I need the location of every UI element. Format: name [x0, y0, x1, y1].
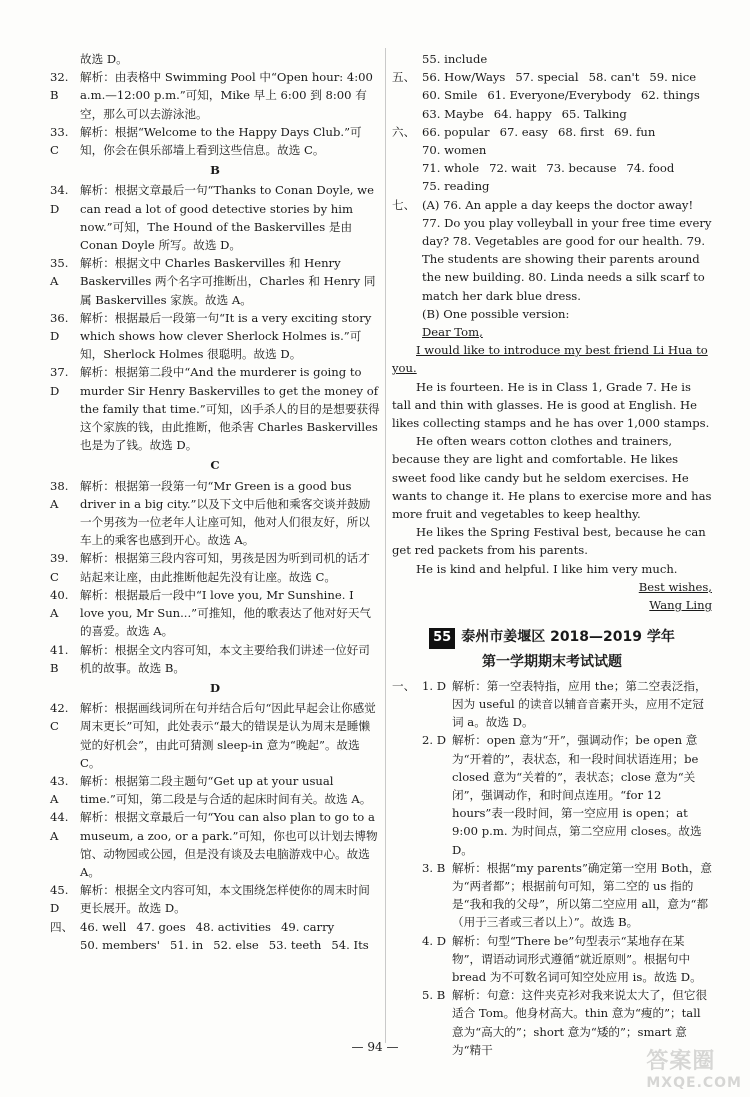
- answer-row: [422, 68, 710, 86]
- answer-number: 2. D: [422, 733, 447, 748]
- answer-text: 解析：根据画线词所在句并结合后句“因此早起会让你感觉周末更长”可知，此处表示“最大的错误是认为周末是睡懒觉的好机会”，由此可猜测 sleep-in 意为“晚起”。故选 C。: [80, 701, 376, 770]
- blank-answer: 63. Maybe: [422, 106, 484, 121]
- answer-number: 32. B: [50, 70, 69, 103]
- answer-32: [50, 68, 380, 123]
- blank-answer: 48. activities: [195, 919, 272, 934]
- letter-greeting: Dear Tom,: [422, 325, 483, 340]
- blank-answer: 66. popular: [422, 124, 490, 139]
- answer-number: 38. A: [50, 478, 69, 511]
- section-7-part-b: (B) One possible version:: [422, 306, 570, 321]
- blank-answer: 58. can't: [588, 70, 640, 85]
- exam-title: [392, 628, 712, 670]
- answer-35: [50, 254, 380, 309]
- blank-answer: 59. nice: [649, 70, 697, 85]
- answer-text: 解析：由表格中 Swimming Pool 中“Open hour: 4:00 a.m.—12:00 p.m.”可知，Mike 早上 6:00 到 8:00 有空，那么可以去游泳池。: [80, 70, 373, 121]
- page-number: — 94 —: [351, 1040, 399, 1054]
- blank-answer: 72. wait: [489, 161, 537, 176]
- blank-answer: 65. Talking: [561, 106, 627, 121]
- answer-row: [422, 105, 710, 123]
- answer-text: 解析：句型“There be”句型表示“某地存在某物”，谓语动词形式遵循“就近原则”。根据句中 bread 为不可数名词可知空处应用 is。故选 D。: [452, 933, 702, 984]
- section-7: [392, 196, 712, 615]
- answer-text: 解析：根据文章最后一句“Thanks to Conan Doyle, we can read a lot of good detective stories by him now.”可知，The Hound of the Baskervilles 是由 Conan Doyle 所写。故选 D。: [80, 183, 374, 253]
- answer-number: 45. D: [50, 883, 69, 916]
- left-column: [50, 50, 380, 954]
- answer-44: [50, 808, 380, 881]
- answer-text: 解析：根据全文内容可知，本文围绕怎样使你的周末时间更长展开。故选 D。: [80, 883, 370, 916]
- answer-43: [50, 772, 380, 808]
- watermark-domain: MXQE.COM: [646, 1075, 742, 1091]
- exam-number-badge: 55: [429, 628, 455, 648]
- answer-number: 36. D: [50, 310, 69, 344]
- answer-row: [422, 86, 710, 104]
- answer-1: [392, 677, 712, 732]
- column-divider: [385, 48, 386, 1043]
- section-number: 一、: [392, 678, 416, 693]
- letter-paragraph: He likes the Spring Festival best, because he can get red packets from his parents.: [392, 525, 706, 558]
- section-number: 七、: [392, 197, 416, 212]
- answer-text: 解析：根据“my parents”确定第一空用 Both，意为“两者都”；根据前句可知，第二空的 us 指的是“我和我的父母”，所以第二空应用 all，意为“都（用于三者或三者以上）”。故选 B。: [452, 860, 712, 930]
- answer-text: 解析：根据“Welcome to the Happy Days Club.”可知，你会在俱乐部墙上看到这些信息。故选 C。: [80, 124, 362, 158]
- blank-answer: 60. Smile: [422, 88, 478, 103]
- section-7-part-a: (A) 76. An apple a day keeps the doctor away! 77. Do you play volleyball in your free time every day? 78. Vegetables are good for our health. 79. The students are showing their parents around the new building. 80. Linda needs a silk scarf to match her dark blue dress.: [422, 197, 712, 303]
- answer-number: 33. C: [50, 124, 69, 158]
- answer-row: [422, 123, 712, 159]
- blank-answer: 62. things: [641, 88, 700, 103]
- answer-number: 35. A: [50, 256, 69, 289]
- answer-row: [80, 936, 379, 954]
- answer-text: 解析：第一空表特指，应用 the；第二空表泛指，因为 useful 的读音以辅音音素开头，应用不定冠词 a。故选 D。: [452, 678, 707, 730]
- blank-answer: 73. because: [546, 161, 617, 176]
- answer-36: [50, 309, 380, 364]
- section-label-c: C: [210, 458, 220, 473]
- answer-2: [392, 731, 712, 858]
- blank-answer: 74. food: [626, 161, 675, 176]
- answer-text: 解析：根据文章最后一句“You can also plan to go to a museum, a zoo, or a park.”可知，你也可以计划去博物馆、动物园或公园，但是没有谈及去电脑游戏中心。故选 A。: [80, 810, 378, 879]
- letter-closing: Best wishes,: [638, 579, 712, 594]
- answer-number: 5. B: [422, 988, 446, 1003]
- exam-title-main: 泰州市姜堰区 2018—2019 学年: [461, 629, 675, 646]
- blank-answer: 54. Its: [331, 937, 369, 952]
- answer-row: [422, 177, 712, 195]
- section-6: [392, 123, 712, 196]
- answer-34: [50, 181, 380, 254]
- watermark-logo: [646, 1044, 742, 1091]
- exam-title-sub: 第一学期期末考试试题: [482, 653, 622, 670]
- answer-text: 解析：open 意为“开”，强调动作；be open 意为“开着的”，表状态，和一段时间状语连用；be closed 意为“关着的”，表状态；close 意为“关闭”，强调动作，和时间点连用。“for 12 hours”表一段时间，第一空应用 is open；at 9:00 p.m. 为时间点，第二空应用 closes。故选 D。: [452, 733, 702, 857]
- letter-signature: Wang Ling: [649, 598, 712, 613]
- watermark-text: 答案圈: [646, 1049, 716, 1074]
- answer-number: 4. D: [422, 933, 447, 948]
- answer-42: [50, 699, 380, 772]
- blank-answer: 46. well: [80, 919, 127, 934]
- answer-number: 37. D: [50, 365, 69, 398]
- section-4: [50, 918, 380, 954]
- section-number: 四、: [50, 919, 74, 934]
- blank-answer: 71. whole: [422, 161, 480, 176]
- answer-41: [50, 641, 380, 677]
- answer-number: 34. D: [50, 183, 69, 216]
- blank-answer: 50. members': [80, 937, 160, 952]
- answer-text: 解析：根据文中 Charles Baskervilles 和 Henry Baskervilles 两个名字可推断出，Charles 和 Henry 同属 Baskervilles 家族。故选 A。: [80, 256, 376, 307]
- blank-answer: 52. else: [213, 937, 259, 952]
- answer-number: 1. D: [422, 678, 447, 693]
- letter-paragraph: He is fourteen. He is in Class 1, Grade 7. He is tall and thin with glasses. He is good at English. He likes collecting stamps and he has over 1,000 stamps.: [392, 379, 710, 431]
- answer-line: 55. include: [422, 52, 488, 66]
- answer-number: 43. A: [50, 773, 69, 807]
- answer-text: 解析：根据第三段内容可知，男孩是因为听到司机的话才站起来让座，由此推断他起先没有让座。故选 C。: [80, 551, 370, 584]
- blank-answer: 51. in: [169, 937, 204, 952]
- answer-33: [50, 123, 380, 159]
- blank-answer: 68. first: [557, 124, 604, 139]
- blank-answer: 75. reading: [422, 179, 490, 194]
- answer-line: 故选 D。: [80, 52, 128, 66]
- answer-text: 解析：句意：这件夹克衫对我来说太大了，但它很适合 Tom。他身材高大。thin 意为“瘦的”；tall 意为“高大的”；short 意为“矮的”；smart 意为“精干: [452, 988, 708, 1057]
- answer-text: 解析：根据全文内容可知，本文主要给我们讲述一位好司机的故事。故选 B。: [80, 642, 370, 675]
- answer-number: 40. A: [50, 587, 69, 621]
- answer-number: 39. C: [50, 551, 69, 584]
- answer-text: 解析：根据第二段中“And the murderer is going to murder Sir Henry Baskervilles to get the money of the family that time.”可知，凶手杀人的目的是想要获得这个家族的钱，由此推断，他杀害 Charles Baskervilles 也是为了钱。故选 D。: [80, 365, 380, 453]
- answer-3: [392, 859, 712, 932]
- blank-answer: 70. women: [422, 143, 487, 158]
- answer-number: 44. A: [50, 810, 69, 843]
- right-column: [392, 50, 712, 1059]
- blank-answer: 57. special: [515, 70, 579, 85]
- answer-40: [50, 586, 380, 641]
- answer-text: 解析：根据最后一段中“I love you, Mr Sunshine. I love you, Mr Sun...”可推知，他的歌表达了他对好天气的喜爱。故选 A。: [80, 587, 372, 639]
- answer-number: 41. B: [50, 642, 69, 675]
- letter-paragraph: He often wears cotton clothes and trainers, because they are light and comfortable. He likes sweet food like candy but he seldom exercises. He wants to change it. He plans to exercise more and has more fruit and vegetables to keep healthy.: [392, 434, 712, 522]
- answer-row: [80, 918, 379, 936]
- answer-4: [392, 932, 712, 987]
- blank-answer: 69. fun: [614, 124, 656, 139]
- answer-text: 解析：根据第一段第一句“Mr Green is a good bus driver in a big city.”以及下文中后他和乘客交谈并鼓励一个男孩为一位老年人让座可知，他对人们很友好，所以车上的乘客也感到开心。故选 A。: [80, 478, 371, 548]
- answer-37: [50, 363, 380, 454]
- blank-answer: 64. happy: [493, 106, 552, 121]
- section-label-d: D: [209, 680, 221, 695]
- answer-text: 解析：根据第二段主题句“Get up at your usual time.”可知，第二段是与合适的起床时间有关。故选 A。: [80, 773, 372, 807]
- answer-text: 解析：根据最后一段第一句“It is a very exciting story which shows how clever Sherlock Holmes is.”可知，Sherlock Holmes 很聪明。故选 D。: [80, 310, 372, 362]
- answer-39: [50, 549, 380, 585]
- letter-paragraph: He is kind and helpful. I like him very much.: [416, 561, 678, 576]
- answer-row: [422, 159, 712, 177]
- section-number: 五、: [392, 70, 416, 85]
- section-label-b: B: [210, 163, 220, 178]
- answer-38: [50, 477, 380, 550]
- blank-answer: 47. goes: [136, 919, 186, 934]
- blank-answer: 53. teeth: [268, 937, 322, 952]
- blank-answer: 61. Everyone/Everybody: [487, 88, 631, 103]
- blank-answer: 56. How/Ways: [422, 70, 506, 85]
- letter-paragraph: I would like to introduce my best friend Li Hua to you.: [392, 343, 708, 376]
- answer-number: 42. C: [50, 701, 69, 734]
- answer-number: 3. B: [422, 860, 446, 875]
- blank-answer: 49. carry: [281, 919, 335, 934]
- section-number: 六、: [392, 124, 416, 139]
- blank-answer: 67. easy: [499, 124, 548, 139]
- section-5: [392, 68, 712, 123]
- answer-45: [50, 881, 380, 917]
